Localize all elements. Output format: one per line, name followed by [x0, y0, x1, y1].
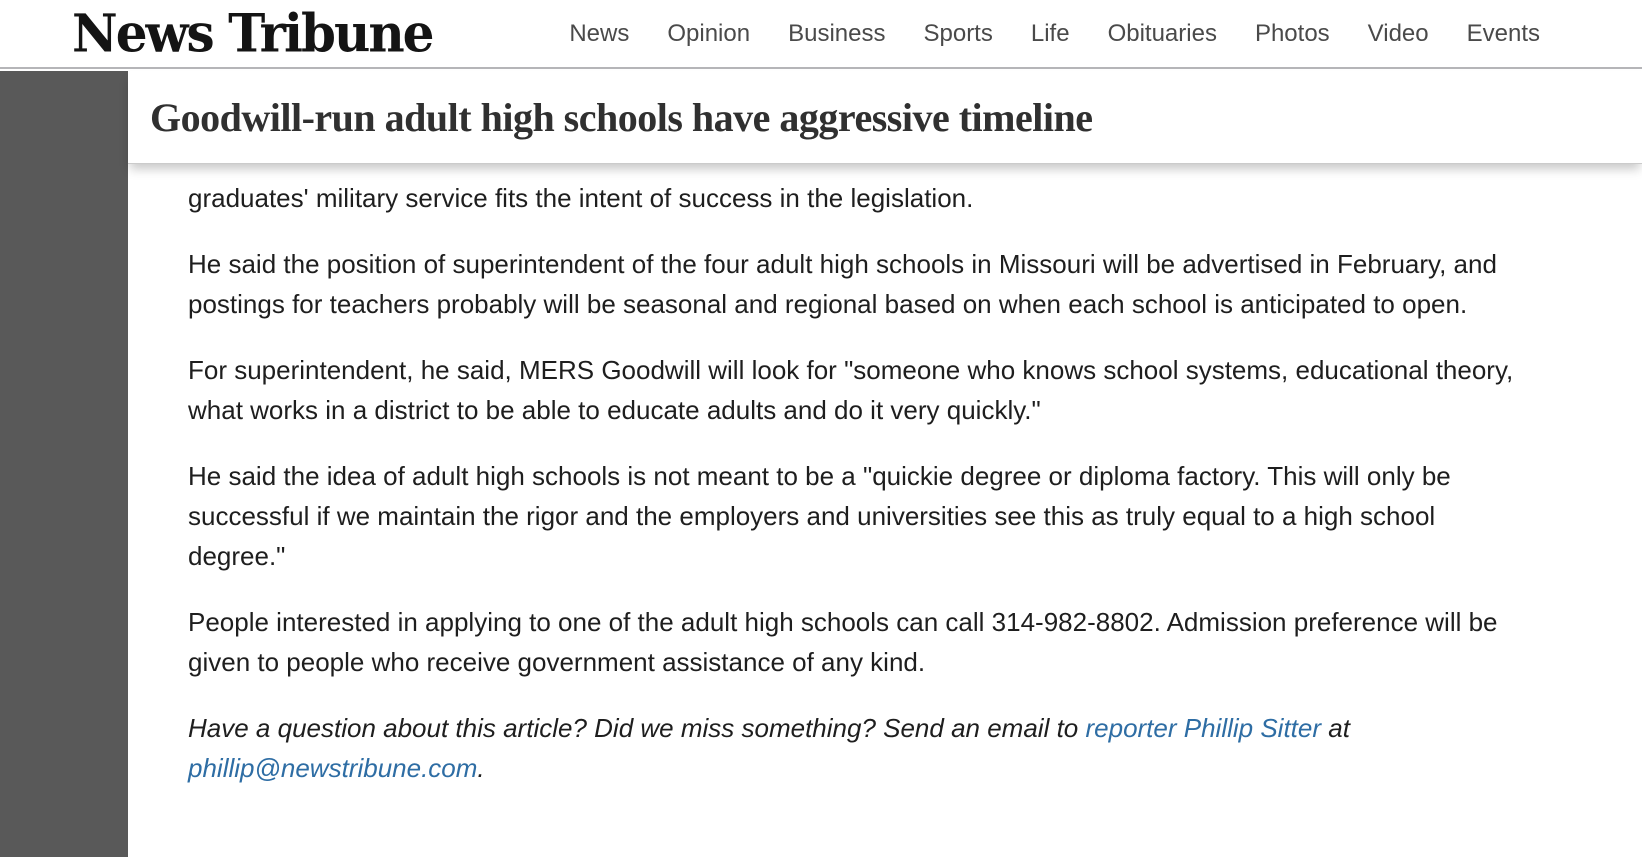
main-nav	[569, 20, 1540, 48]
reporter-link[interactable]: reporter Phillip Sitter	[1085, 713, 1322, 743]
nav-item-obituaries[interactable]: Obituaries	[1107, 19, 1217, 47]
nav-item-sports[interactable]: Sports	[923, 19, 993, 47]
brand-logo[interactable]: News Tribune	[72, 2, 433, 64]
article-body	[128, 164, 1642, 788]
footer-note-text: Have a question about this article? Did we miss something? Send an email to	[188, 713, 1086, 743]
article-content	[128, 71, 1642, 857]
footer-note-text: at	[1321, 713, 1350, 743]
article-title: Goodwill-run adult high schools have aggressive timeline	[150, 94, 1093, 140]
nav-item-events[interactable]: Events	[1466, 19, 1540, 47]
article-paragraph: graduates' military service fits the intent of success in the legislation.	[188, 183, 974, 213]
nav-item-news[interactable]: News	[569, 19, 630, 47]
article-paragraph: He said the idea of adult high schools is not meant to be a "quickie degree or diploma factory. This will only be successful if we maintain the rigor and the employers and universities see this as truly equal to a high school degree."	[188, 461, 1451, 571]
article-paragraph: He said the position of superintendent of the four adult high schools in Missouri will be advertised in February, and postings for teachers probably will be seasonal and regional based on when each school is anticipated to open.	[188, 249, 1497, 319]
footer-note-text: .	[477, 753, 485, 783]
nav-item-business[interactable]: Business	[788, 19, 886, 47]
nav-item-video[interactable]: Video	[1367, 19, 1429, 47]
article-paragraph: People interested in applying to one of the adult high schools can call 314-982-8802. Admission preference will be given to people who receive government assistance of any kind.	[188, 607, 1498, 677]
email-link[interactable]: phillip@newstribune.com	[188, 753, 478, 783]
site-header	[0, 0, 1642, 69]
footer-note	[188, 708, 1536, 788]
article-paragraph: For superintendent, he said, MERS Goodwill will look for "someone who knows school systems, educational theory, what works in a district to be able to educate adults and do it very quickly."	[188, 355, 1514, 425]
page-gutter	[0, 71, 128, 857]
nav-item-opinion[interactable]: Opinion	[667, 19, 751, 47]
nav-item-life[interactable]: Life	[1030, 19, 1070, 47]
article-title-bar	[128, 71, 1642, 164]
nav-item-photos[interactable]: Photos	[1254, 19, 1330, 47]
